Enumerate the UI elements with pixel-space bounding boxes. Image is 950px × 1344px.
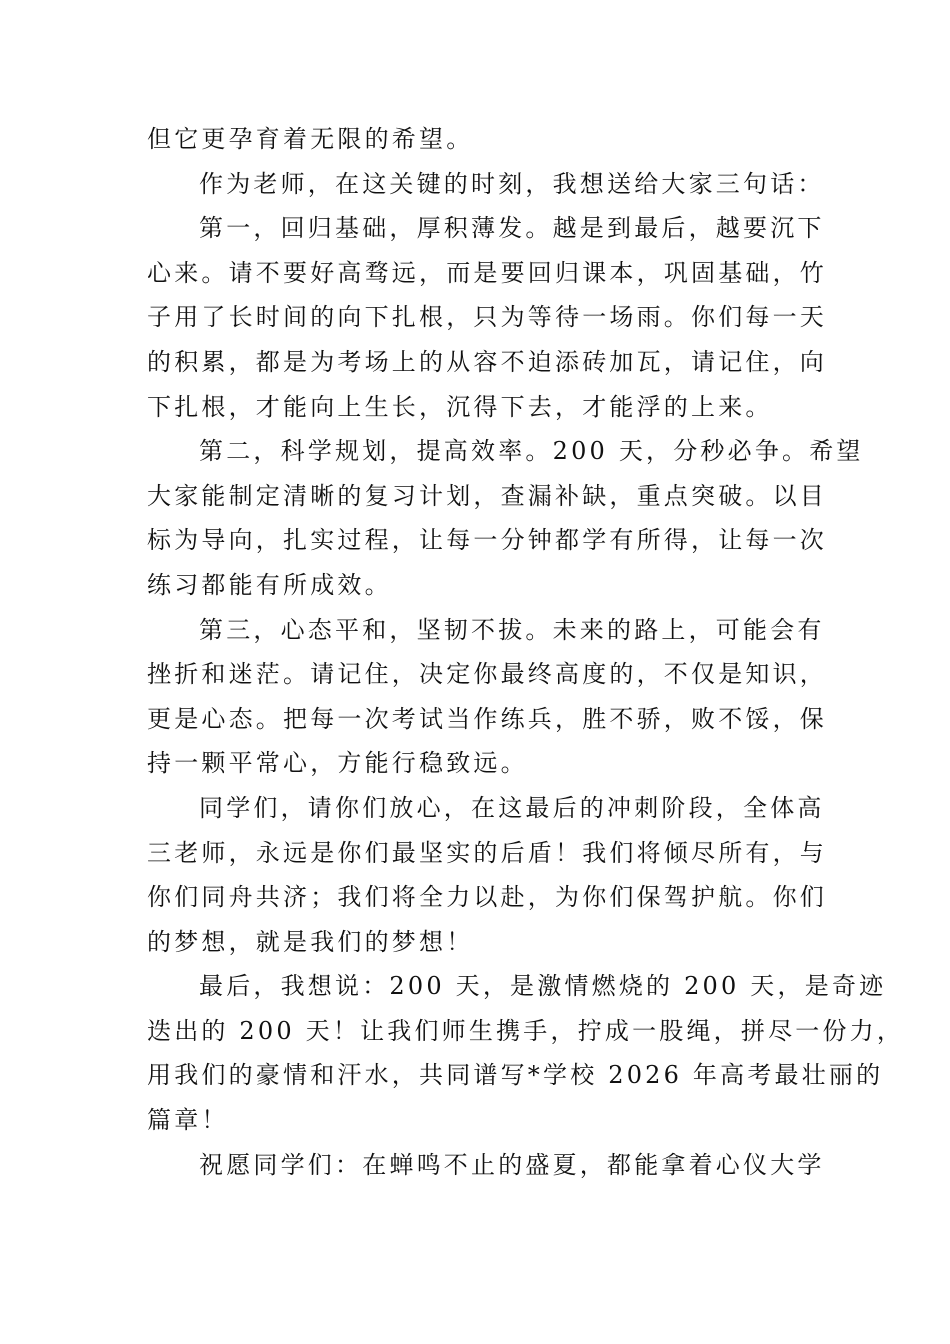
paragraph [147, 206, 827, 429]
paragraph [147, 117, 809, 162]
text-line: 用我们的豪情和汗水，共同谱写*学校 2026 年高考最壮丽的 [147, 1061, 884, 1090]
text-line: 作为老师，在这关键的时刻，我想送给大家三句话： [199, 169, 825, 198]
text-line: 你们同舟共济；我们将全力以赴，为你们保驾护航。你们 [147, 883, 827, 912]
text-line: 大家能制定清晰的复习计划，查漏补缺，重点突破。以目 [147, 481, 827, 510]
text-line: 心来。请不要好高骛远，而是要回归课本，巩固基础，竹 [147, 258, 827, 287]
paragraph [147, 429, 864, 607]
text-line: 的积累，都是为考场上的从容不迫添砖加瓦，请记住，向 [147, 347, 827, 376]
text-line: 标为导向，扎实过程，让每一分钟都学有所得，让每一次 [147, 526, 827, 555]
document-body [147, 117, 905, 1187]
text-line: 第二，科学规划，提高效率。200 天，分秒必争。希望 [199, 437, 864, 466]
text-line: 下扎根，才能向上生长，沉得下去，才能浮的上来。 [147, 392, 773, 421]
paragraph [147, 964, 905, 1142]
text-line: 同学们，请你们放心，在这最后的冲刺阶段，全体高 [199, 793, 825, 822]
text-line: 但它更孕育着无限的希望。 [147, 125, 474, 153]
paragraph [147, 608, 827, 786]
text-line: 挫折和迷茫。请记住，决定你最终高度的，不仅是知识， [147, 660, 827, 689]
text-line: 祝愿同学们：在蝉鸣不止的盛夏，都能拿着心仪大学 [199, 1150, 825, 1179]
text-line: 最后，我想说：200 天，是激情燃烧的 200 天，是奇迹 [199, 972, 887, 1001]
text-line: 子用了长时间的向下扎根，只为等待一场雨。你们每一天 [147, 303, 827, 332]
text-line: 三老师，永远是你们最坚实的后盾！我们将倾尽所有，与 [147, 838, 827, 867]
text-line: 的梦想，就是我们的梦想！ [147, 927, 474, 956]
text-line: 持一颗平常心，方能行稳致远。 [147, 749, 528, 778]
paragraph [147, 162, 825, 207]
text-line: 第三，心态平和，坚韧不拔。未来的路上，可能会有 [199, 615, 825, 644]
text-line: 迭出的 200 天！让我们师生携手，拧成一股绳，拼尽一份力， [147, 1016, 905, 1045]
text-line: 更是心态。把每一次考试当作练兵，胜不骄，败不馁，保 [147, 704, 827, 733]
paragraph [147, 1143, 825, 1188]
text-line: 第一，回归基础，厚积薄发。越是到最后，越要沉下 [199, 214, 825, 243]
paragraph [147, 786, 827, 964]
text-line: 练习都能有所成效。 [147, 570, 392, 599]
text-line: 篇章！ [147, 1106, 229, 1135]
